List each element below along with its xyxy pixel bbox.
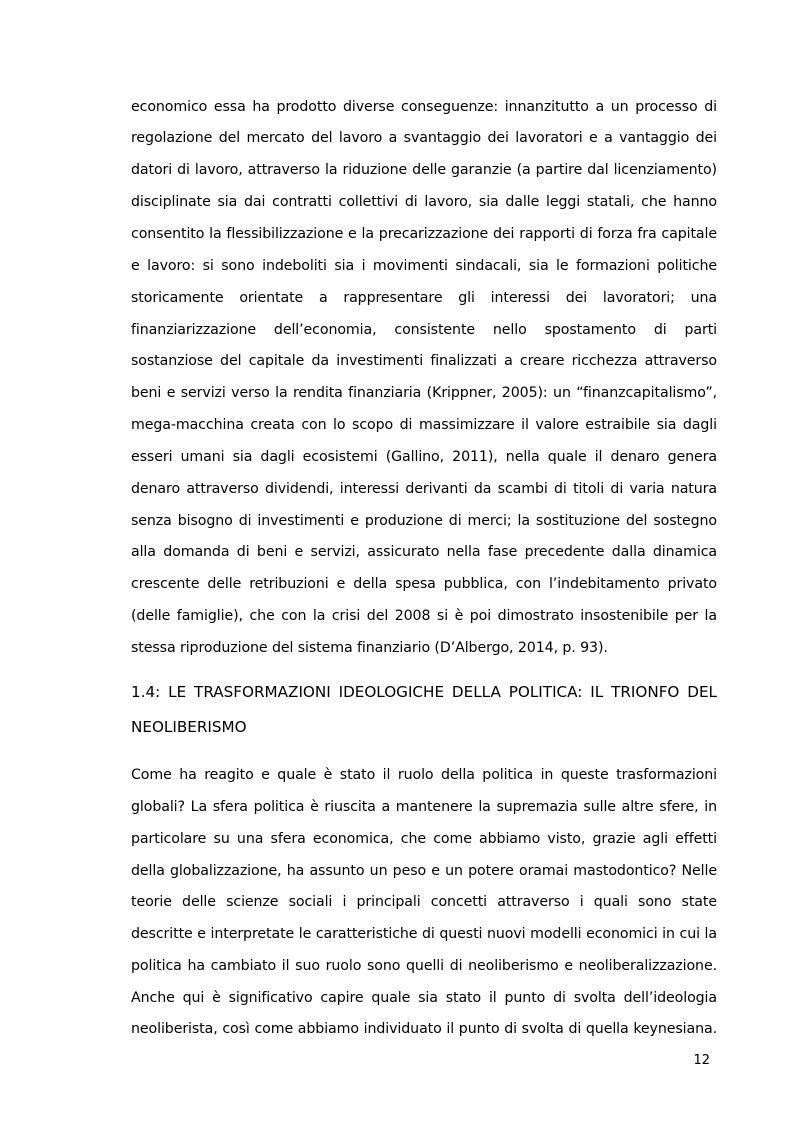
text-line: datori di lavoro, attraverso la riduzione delle garanzie (a partire dal licenziamento) <box>131 162 717 178</box>
text-line: storicamente orientate a rappresentare gli interessi dei lavoratori; una <box>131 290 717 306</box>
text-line: teorie delle scienze sociali i principali concetti attraverso i quali sono state <box>131 894 717 910</box>
text-line: della globalizzazione, ha assunto un peso e un potere oramai mastodontico? Nelle <box>131 863 717 879</box>
heading-line: 1.4: LE TRASFORMAZIONI IDEOLOGICHE DELLA POLITICA: IL TRIONFO DEL <box>131 683 717 701</box>
text-line: e lavoro: si sono indeboliti sia i movimenti sindacali, sia le formazioni politiche <box>131 258 717 274</box>
text-line: globali? La sfera politica è riuscita a mantenere la supremazia sulle altre sfere, in <box>131 799 717 815</box>
text-line: alla domanda di beni e servizi, assicurato nella fase precedente dalla dinamica <box>131 544 717 560</box>
text-line: sostanziose del capitale da investimenti finalizzati a creare ricchezza attraverso <box>131 353 717 369</box>
text-line: descritte e interpretate le caratteristiche di questi nuovi modelli economici in cui la <box>131 926 717 942</box>
text-line: consentito la flessibilizzazione e la precarizzazione dei rapporti di forza fra capitale <box>131 226 717 242</box>
text-line: stessa riproduzione del sistema finanziario (D’Albergo, 2014, p. 93). <box>131 640 608 656</box>
text-line: senza bisogno di investimenti e produzione di merci; la sostituzione del sostegno <box>131 513 717 529</box>
text-line: crescente delle retribuzioni e della spesa pubblica, con l’indebitamento privato <box>131 576 717 592</box>
text-line: regolazione del mercato del lavoro a svantaggio dei lavoratori e a vantaggio dei <box>131 130 717 146</box>
text-line: denaro attraverso dividendi, interessi derivanti da scambi di titoli di varia natura <box>131 481 717 497</box>
text-line: Anche qui è significativo capire quale sia stato il punto di svolta dell’ideologia <box>131 990 717 1006</box>
text-line: esseri umani sia dagli ecosistemi (Gallino, 2011), nella quale il denaro genera <box>131 449 717 465</box>
text-line: politica ha cambiato il suo ruolo sono quelli di neoliberismo e neoliberalizzazione. <box>131 958 717 974</box>
text-line: Come ha reagito e quale è stato il ruolo della politica in queste trasformazioni <box>131 767 717 783</box>
heading-line: NEOLIBERISMO <box>131 718 247 736</box>
text-line: finanziarizzazione dell’economia, consistente nello spostamento di parti <box>131 322 717 338</box>
text-line: economico essa ha prodotto diverse conseguenze: innanzitutto a un processo di <box>131 99 717 115</box>
text-line: disciplinate sia dai contratti collettivi di lavoro, sia dalle leggi statali, che hanno <box>131 194 717 210</box>
text-line: neoliberista, così come abbiamo individuato il punto di svolta di quella keynesiana. <box>131 1021 717 1037</box>
text-line: (delle famiglie), che con la crisi del 2008 si è poi dimostrato insostenibile per la <box>131 608 717 624</box>
page-number: 12 <box>693 1053 710 1068</box>
text-line: beni e servizi verso la rendita finanziaria (Krippner, 2005): un “finanzcapitalismo”, <box>131 385 717 401</box>
text-line: particolare su una sfera economica, che come abbiamo visto, grazie agli effetti <box>131 831 717 847</box>
text-line: mega-macchina creata con lo scopo di massimizzare il valore estraibile sia dagli <box>131 417 717 433</box>
